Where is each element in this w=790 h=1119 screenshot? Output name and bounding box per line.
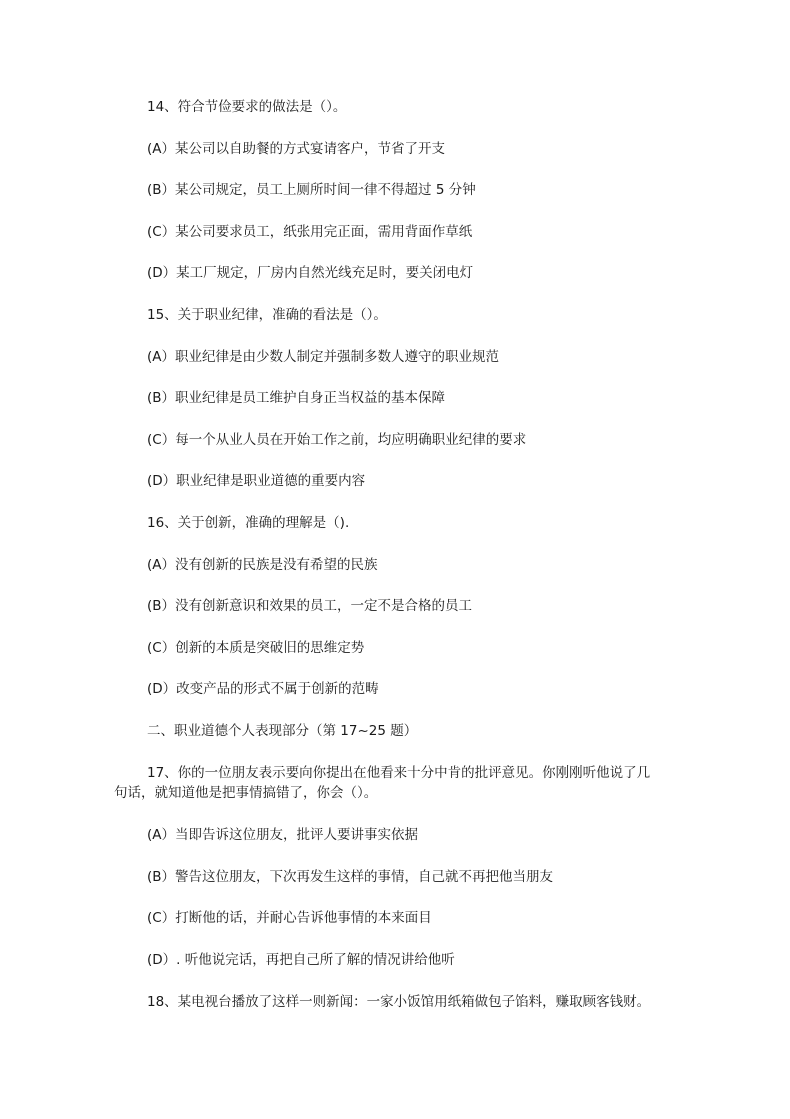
question-14-option-a: (A）某公司以自助餐的方式宴请客户，节省了开支 (147, 141, 446, 157)
question-14-option-c: (C）某公司要求员工，纸张用完正面，需用背面作草纸 (147, 224, 473, 240)
question-16-option-b: (B）没有创新意识和效果的员工，一定不是合格的员工 (147, 598, 473, 614)
question-15-stem: 15、关于职业纪律，准确的看法是（）。 (147, 307, 387, 323)
question-16-option-c: (C）创新的本质是突破旧的思维定势 (147, 640, 365, 656)
question-14-option-b: (B）某公司规定，员工上厕所时间一律不得超过 5 分钟 (147, 182, 476, 198)
question-16-option-d: (D）改变产品的形式不属于创新的范畴 (147, 681, 379, 697)
question-16-stem: 16、关于创新，准确的理解是（). (147, 515, 350, 531)
question-15-option-c: (C）每一个从业人员在开始工作之前，均应明确职业纪律的要求 (147, 432, 527, 448)
section-heading: 二、职业道德个人表现部分（第 17~25 题） (147, 723, 418, 739)
question-16-option-a: (A）没有创新的民族是没有希望的民族 (147, 557, 378, 573)
question-17-option-b: (B）警告这位朋友，下次再发生这样的事情，自己就不再把他当朋友 (147, 869, 554, 885)
question-15-option-b: (B）职业纪律是员工维护自身正当权益的基本保障 (147, 390, 446, 406)
question-17-option-d: (D）. 听他说完话，再把自己所了解的情况讲给他听 (147, 952, 455, 968)
question-14-stem: 14、符合节俭要求的做法是（）。 (147, 99, 347, 115)
question-18-stem: 18、某电视台播放了这样一则新闻：一家小饭馆用纸箱做包子馅料，赚取顾客钱财。 (147, 994, 651, 1010)
question-14-option-d: (D）某工厂规定，厂房内自然光线充足时，要关闭电灯 (147, 265, 474, 281)
question-17-option-c: (C）打断他的话，并耐心告诉他事情的本来面目 (147, 910, 432, 926)
question-15-option-d: (D）职业纪律是职业道德的重要内容 (147, 473, 366, 489)
question-17-option-a: (A）当即告诉这位朋友，批评人要讲事实依据 (147, 827, 419, 843)
question-17-stem-line2: 句话，就知道他是把事情搞错了，你会（）。 (114, 785, 378, 801)
question-15-option-a: (A）职业纪律是由少数人制定并强制多数人遵守的职业规范 (147, 349, 500, 365)
question-17-stem-line1: 17、你的一位朋友表示要向你提出在他看来十分中肯的批评意见。你刚刚听他说了几 (147, 765, 651, 781)
